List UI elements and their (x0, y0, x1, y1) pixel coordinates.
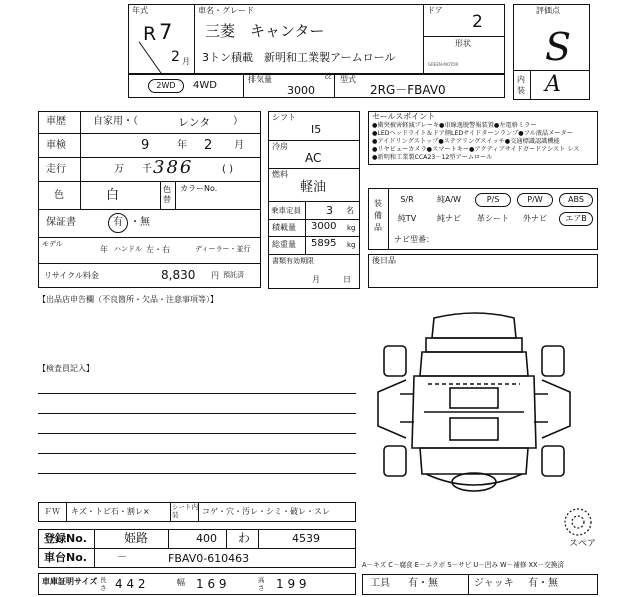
legend-line-1 (66, 503, 67, 521)
spec-line-2 (269, 168, 359, 169)
sales-item-5: ●新明和工業製CCA23－12型アームロール (372, 154, 493, 161)
recycle-unit: 円 (211, 271, 219, 280)
dealer-parallel: ディーラー・並行 (195, 245, 251, 253)
plate-area: 姫路 (124, 531, 149, 545)
plate-kana: わ (238, 531, 251, 545)
recycle-value: 8,830 (161, 268, 196, 282)
warranty-yes: 有 (113, 217, 123, 228)
jack-label: ジャッキ (474, 578, 514, 589)
fuel-value: 軽油 (300, 180, 327, 195)
interior-value: A (545, 72, 561, 97)
drive-box (128, 74, 244, 98)
displacement-label: 排気量 (248, 75, 272, 84)
capacity-label: 乗車定員 (271, 206, 301, 215)
color-no-label: カラーNo. (180, 184, 218, 193)
size-width: 1 6 9 (196, 577, 227, 591)
row-line-2 (39, 157, 260, 158)
car-grade: 3トン積載 新明和工業製アームロール (202, 51, 396, 64)
legend-line-2 (170, 503, 171, 521)
equip-sunroof[interactable]: S/R (400, 195, 414, 204)
door-value: 2 (472, 12, 483, 32)
mileage-man: 万 (114, 164, 124, 175)
aircon-value: AC (305, 151, 322, 165)
plate-line-4 (258, 530, 259, 548)
spec-line-4 (269, 219, 359, 220)
dealer-stamp: GREEN-MOTOR (428, 62, 459, 67)
inspector-line-2 (38, 413, 356, 414)
equip-airbag[interactable]: エアB (559, 212, 593, 226)
plate-number: 4539 (292, 532, 320, 545)
mileage-value: 386 (153, 157, 194, 178)
plate-line-3 (226, 530, 227, 548)
row-line-6 (39, 263, 260, 264)
inspection-month: 2 (204, 138, 213, 153)
spare-label: スペア (569, 539, 597, 549)
chassis-dash: － (117, 552, 127, 563)
color-change-label: 色替 (163, 185, 171, 204)
year-label: 年式 (132, 6, 148, 15)
legend-seat: シート内装 (172, 503, 198, 519)
color-no-line (175, 182, 176, 209)
model-label: 型式 (340, 75, 356, 84)
warranty-label: 保証書 (46, 217, 76, 228)
year-era: R (143, 23, 157, 45)
plate-label: 登録No. (44, 532, 87, 545)
history-rental: レンタ (178, 116, 211, 129)
navi-model-label: ナビ型番： (394, 235, 434, 244)
interior-label: 内装 (517, 75, 525, 95)
plate-class: 400 (196, 532, 217, 545)
equip-tv[interactable]: 純TV (397, 214, 417, 223)
tools-yn: 有・無 (408, 578, 438, 589)
equip-leather-seat[interactable]: 革シート (477, 214, 509, 223)
score-label: 評価点 (536, 6, 560, 15)
spec-line-3 (269, 201, 359, 202)
mileage-sen: 千 (142, 164, 152, 175)
equip-alloy-wheel[interactable]: 純A/W (436, 195, 462, 204)
legend-fw: ＦＷ (44, 507, 60, 516)
score-value: S (545, 25, 572, 69)
equip-power-steering[interactable]: P/S (475, 193, 511, 207)
equip-power-window[interactable]: P/W (517, 193, 553, 207)
displacement-unit: cc (325, 74, 332, 81)
equip-external-navi[interactable]: 外ナビ (523, 214, 547, 223)
size-length: 4 4 2 (115, 577, 146, 591)
color-label: 色 (54, 190, 64, 201)
year-month: 2 (171, 49, 180, 65)
history-private: 自家用・（ (93, 116, 138, 127)
plate-line-2 (168, 530, 169, 548)
row-line-1 (39, 133, 260, 134)
notes-box (368, 254, 598, 288)
model-value: 2RG－FBAV0 (370, 83, 446, 97)
inspector-label: 【検査員記入】 (38, 364, 94, 373)
displacement-value: 3000 (287, 84, 315, 97)
damage-codes: A－キズ C－腐食 E－エクボ S－サビ U－凹み W－補修 XX－交換済 (362, 561, 564, 569)
car-label: 車名・グレード (198, 6, 254, 15)
handle-lr: 左・右 (146, 245, 170, 254)
sales-item-4: ●リヤビューカメラ●スマートキー●アクティブサイドガードアシスト レス (372, 146, 580, 153)
expiry-label: 書類有効期限 (272, 257, 314, 265)
car-name: 三菱 キャンター (205, 22, 325, 40)
chassis-value: FBAV0-610463 (168, 552, 250, 565)
model-year-unit: 年 (100, 245, 108, 254)
inspector-line-4 (38, 453, 356, 454)
row-line-5 (39, 237, 260, 238)
aircon-label: 冷房 (272, 142, 288, 151)
jack-yn: 有・無 (528, 578, 558, 589)
inspector-line-3 (38, 433, 356, 434)
capacity-unit: 名 (346, 206, 354, 215)
shape-label: 形状 (455, 39, 471, 48)
year-month-unit: 月 (182, 57, 190, 66)
equipment-col-line (388, 189, 389, 249)
vehicle-info-box (38, 111, 261, 288)
weight-label: 総重量 (272, 240, 296, 249)
spec-line-1 (269, 140, 359, 141)
spec-col-line (305, 202, 306, 254)
recycle-label: リサイクル料金 (44, 271, 99, 280)
inspector-line-1 (38, 393, 356, 394)
chassis-line (94, 549, 95, 567)
sales-item-2: ●LEDヘッドライト＆ドア側LEDサイドターンランプ●フル液晶メーター (372, 130, 573, 137)
equipment-label: 装備品 (374, 199, 382, 232)
notes-label: 後日品 (372, 256, 396, 265)
label-col-line (80, 112, 81, 209)
inspection-month-unit: 月 (234, 140, 244, 151)
row-line-4 (39, 209, 260, 210)
door-label: ドア (427, 6, 443, 15)
car-damage-diagram[interactable] (376, 306, 604, 502)
chassis-label: 車台No. (44, 551, 87, 564)
inspection-year-unit: 年 (177, 140, 187, 151)
capacity-value: 3 (326, 204, 333, 217)
row-line-3 (39, 181, 260, 182)
model-year-label: モデル (42, 240, 63, 248)
color-value: 白 (106, 188, 120, 203)
mileage-suffix: ( ) (222, 164, 233, 175)
size-height: 1 9 9 (276, 577, 307, 591)
inspection-year: 9 (141, 138, 150, 153)
size-height-label: 高さ (258, 576, 265, 592)
load-value: 3000 (311, 221, 337, 232)
drive-4wd-option[interactable]: 4WD (193, 80, 217, 91)
exhibitor-label: 【出品店申告欄（不良箇所・欠品・注意事項等）】 (38, 295, 218, 304)
spare-tire-icon (563, 507, 593, 537)
legend-seat-desc: コゲ・穴・汚レ・シミ・破レ・スレ (202, 507, 330, 516)
load-unit: kg (347, 224, 356, 232)
size-label: 車庫証明サイズ (42, 577, 98, 586)
mileage-label: 走行 (46, 164, 66, 175)
history-label: 車歴 (46, 116, 66, 127)
spec-line-6 (269, 254, 359, 255)
equip-genuine-navi[interactable]: 純ナビ (437, 214, 461, 223)
inspector-line-5 (38, 473, 356, 474)
spec-line-5 (269, 236, 359, 237)
size-length-label: 長さ (100, 576, 107, 592)
fuel-label: 燃料 (272, 170, 288, 179)
plate-line-1 (94, 530, 95, 548)
handle-label: ハンドル (114, 245, 142, 253)
drive-2wd-option[interactable]: 2WD (148, 79, 184, 93)
year-num: 7 (159, 20, 173, 44)
warranty-no: ・無 (130, 217, 150, 228)
history-close: ） (233, 116, 243, 127)
sales-label: セールスポイント (372, 112, 436, 121)
color-change-line (160, 182, 161, 209)
equip-abs[interactable]: ABS (559, 193, 593, 207)
load-label: 積載量 (272, 223, 296, 232)
recycle-note: 預託済 (223, 271, 244, 279)
sales-item-1: ●衝突被害軽減ブレーキ●車線逸脱警報装置●左電格ミラー (372, 122, 537, 129)
expiry-day: 日 (343, 275, 351, 284)
shift-value: I5 (311, 123, 322, 136)
inspection-label: 車検 (46, 140, 66, 151)
legend-fw-desc: キズ・トビ石・割レ× (71, 507, 150, 516)
tools-divider (468, 575, 469, 594)
interior-divider (530, 70, 531, 99)
expiry-month: 月 (312, 275, 320, 284)
score-divider (514, 70, 589, 71)
weight-value: 5895 (311, 238, 337, 249)
door-divider (424, 36, 504, 37)
size-width-label: 幅 (177, 578, 185, 587)
sales-item-3: ●アイドリングストップ●ステアリングスイッチ●交通標識認識機能 (372, 138, 560, 145)
shift-label: シフト (272, 113, 296, 122)
legend-line-3 (198, 503, 199, 521)
weight-unit: kg (347, 241, 356, 249)
tools-label: 工具 (370, 578, 390, 589)
